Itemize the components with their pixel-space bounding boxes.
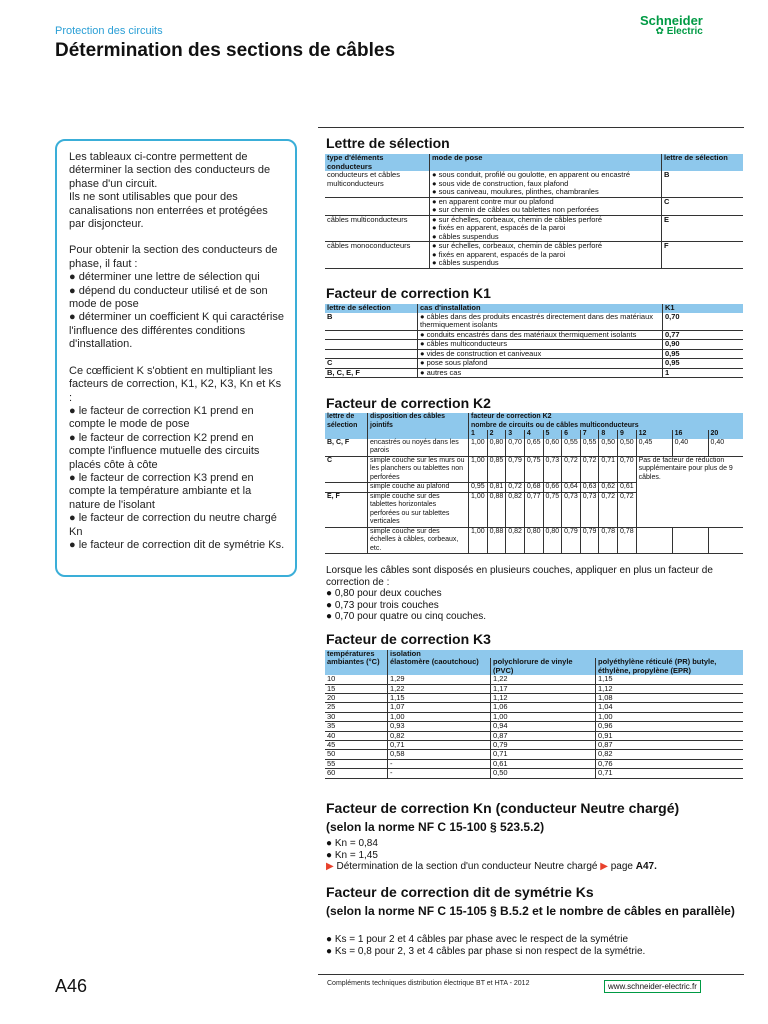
list-item: ● Kn = 0,84 bbox=[326, 838, 378, 849]
brand-subname: ✿ Electric bbox=[655, 26, 703, 37]
list-item: ● 0,70 pour quatre ou cinq couches. bbox=[326, 611, 487, 622]
kn-list bbox=[326, 838, 744, 873]
list-item: ● Ks = 0,8 pour 2, 3 et 4 câbles par phase si non respect de la symétrie. bbox=[326, 945, 646, 957]
footer-text: Compléments techniques distribution électrique BT et HTA - 2012 bbox=[327, 980, 530, 987]
k1-head-cas: cas d'installation bbox=[418, 304, 663, 313]
sidebar-bullet: ● le facteur de correction K2 prend en compte l'influence mutuelle des circuits placés côte à côte bbox=[69, 431, 260, 471]
kn-ref-link[interactable]: ▶ Détermination de la section d'un conducteur Neutre chargé ▶ page A47. bbox=[326, 861, 657, 872]
arrow-right-icon: ▶ bbox=[600, 861, 608, 872]
k1-head-letter: lettre de sélection bbox=[325, 304, 418, 313]
k3-title: Facteur de correction K3 bbox=[326, 631, 491, 647]
k3-head-col: polyéthylène réticulé (PR) butyle, éthylène, propylène (EPR) bbox=[596, 658, 744, 675]
ks-list bbox=[326, 934, 744, 957]
table-row: 55 - 0,61 0,76 bbox=[325, 759, 743, 768]
table-row: B, C, F encastrés ou noyés dans les parois 1,00 0,80 0,70 0,65 0,60 0,55 0,55 0,50 0,50 0,45 0,40 0,40 bbox=[325, 439, 743, 457]
sidebar-box bbox=[55, 139, 297, 577]
table-row: câbles multiconducteurs ● sur échelles, corbeaux, chemin de câbles perforé ● fixés en apparent, espacés de la paroi ● câbles suspendus E bbox=[325, 215, 743, 242]
table-row: simple couche au plafond 0,95 0,81 0,72 0,68 0,66 0,64 0,63 0,62 0,61 bbox=[325, 483, 743, 493]
k2-after-lead: Lorsque les câbles sont disposés en plusieurs couches, appliquer en plus un facteur de correction de : bbox=[326, 565, 713, 588]
lettre-title: Lettre de sélection bbox=[326, 135, 450, 151]
lettre-head-letter: lettre de sélection bbox=[662, 154, 744, 171]
sidebar-bullet: ● le facteur de correction K3 prend en compte la température ambiante et la nature de l'isolant bbox=[69, 471, 254, 511]
sidebar-bullet: ● le facteur de correction dit de symétrie Ks. bbox=[69, 538, 285, 551]
table-row: 20 1,15 1,12 1,08 bbox=[325, 694, 743, 703]
k2-head-disp: disposition des câbles jointifs bbox=[368, 413, 469, 439]
sidebar-intro2: Ils ne sont utilisables que pour des canalisations non enterrées et protégées par disjoncteur. bbox=[69, 191, 268, 231]
sidebar-bullet: ● dépend du conducteur utilisé et de son mode de pose bbox=[69, 284, 268, 311]
k2-title: Facteur de correction K2 bbox=[326, 395, 491, 411]
sidebar-bullet: ● le facteur de correction K1 prend en compte le mode de pose bbox=[69, 404, 254, 431]
table-row: C simple couche sur les murs ou les planchers ou tablettes non perforées 1,00 0,85 0,79 0,75 0,73 0,72 0,72 0,71 0,70 Pas de facteur de réduction supplémentaire pour plus de 9 câbles. bbox=[325, 456, 743, 483]
k3-head-temp: températures ambiantes (°C) bbox=[325, 650, 388, 675]
page-number: A46 bbox=[55, 976, 88, 996]
table-row: 15 1,22 1,17 1,12 bbox=[325, 684, 743, 693]
footer-url-link[interactable]: www.schneider-electric.fr bbox=[604, 980, 701, 993]
k3-head-col: élastomère (caoutchouc) bbox=[388, 658, 491, 675]
kn-title: Facteur de correction Kn (conducteur Neutre chargé) bbox=[326, 800, 680, 816]
list-item: ● 0,80 pour deux couches bbox=[326, 588, 442, 599]
page-title: Détermination des sections de câbles bbox=[55, 40, 396, 61]
table-row: conducteurs et câbles multiconducteurs ● sous conduit, profilé ou goulotte, en apparent ou encastré ● sous vide de construction, faux plafond ● sous caniveau, moulures, plinthes, chambranles B bbox=[325, 171, 743, 197]
table-row: 50 0,58 0,71 0,82 bbox=[325, 750, 743, 759]
table-row: 45 0,71 0,79 0,87 bbox=[325, 741, 743, 750]
list-item: ● Kn = 1,45 bbox=[326, 849, 378, 861]
sidebar-bullet: ● déterminer un coefficient K qui caractérise l'influence des différentes conditions d'installation. bbox=[69, 311, 284, 351]
k2-head-fac: facteur de correction K2 nombre de circuits ou de câbles multiconducteurs bbox=[469, 413, 744, 430]
lettre-head-type: type d'éléments conducteurs bbox=[325, 154, 430, 171]
brand-mark-icon: ✿ bbox=[655, 26, 664, 37]
sidebar-lead: Pour obtenir la section des conducteurs de phase, il faut : bbox=[69, 244, 278, 270]
sidebar-bullet: ● déterminer une lettre de sélection qui bbox=[69, 271, 260, 284]
arrow-right-icon: ▶ bbox=[326, 861, 334, 872]
k2-note: Pas de facteur de réduction supplémentaire pour plus de 9 câbles. bbox=[636, 456, 743, 527]
ks-title: Facteur de correction dit de symétrie Ks bbox=[326, 884, 594, 900]
brand-logo bbox=[640, 14, 703, 37]
table-row: B ● câbles dans des produits encastrés directement dans des matériaux thermiquement isolants 0,70 bbox=[325, 313, 743, 331]
list-item: ● Ks = 1 pour 2 et 4 câbles par phase avec le respect de la symétrie bbox=[326, 934, 629, 945]
table-row: ● en apparent contre mur ou plafond ● sur chemin de câbles ou tablettes non perforées C bbox=[325, 197, 743, 215]
sidebar-intro: Les tableaux ci-contre permettent de déterminer la section des conducteurs de phase d'un circuit. bbox=[69, 151, 271, 190]
table-row: câbles monoconducteurs ● sur échelles, corbeaux, chemin de câbles perforé ● fixés en apparent, espacés de la paroi ● câbles suspendus F bbox=[325, 242, 743, 269]
lettre-head-mode: mode de pose bbox=[430, 154, 662, 171]
k1-title: Facteur de correction K1 bbox=[326, 285, 491, 301]
list-item: ● 0,73 pour trois couches bbox=[326, 599, 439, 611]
ks-subtitle: (selon la norme NF C 15-105 § B.5.2 et le nombre de câbles en parallèle) bbox=[326, 904, 735, 918]
table-row: 40 0,82 0,87 0,91 bbox=[325, 731, 743, 740]
sidebar-lead: Ce cœfficient K s'obtient en multipliant les facteurs de correction, K1, K2, K3, Kn et Ks : bbox=[69, 364, 282, 404]
table-row: 60 - 0,50 0,71 bbox=[325, 769, 743, 778]
table-row: 10 1,29 1,22 1,15 bbox=[325, 675, 743, 684]
brand-name: Schneider bbox=[640, 13, 703, 28]
k1-table bbox=[325, 304, 743, 378]
k3-head-col: polychlorure de vinyle (PVC) bbox=[491, 658, 596, 675]
k2-table: lettre de sélection disposition des câbles jointifs facteur de correction K2 nombre de circuits ou de câbles multiconducteurs 1 2 3 4 5 6 7 8 9 12 16 20 B, C, F encastrés ou noyés dans les parois 1,00 0,80 0,70 0,65 0,60 0,55 0,55 0,50 0,50 0,45 0,40 0,40 C simple couche sur les murs ou les planchers ou tablettes non perforées 1,00 0,85 0,79 0,75 0,73 0,72 0,72 0,71 0,70 Pas de facteur de réduction supplémentaire pour plus de 9 câbles. simple couche au plafond 0,95 0,81 0,72 0,68 0,66 0,64 0,63 0,62 0,61 E, F simple couche sur des tablettes horizontales perforées ou sur tablettes verticales 1,00 0,88 0,82 0,77 0,75 0,73 0,73 0,72 0,72 simple couche sur des échelles à câbles, corbeaux, etc. 1,00 0,88 0,82 0,80 0,80 0,79 0,79 0,78 0,78 bbox=[325, 413, 743, 554]
sidebar-bullet: ● le facteur de correction du neutre chargé Kn bbox=[69, 512, 277, 538]
table-row: 35 0,93 0,94 0,96 bbox=[325, 722, 743, 731]
table-row: C ● pose sous plafond 0,95 bbox=[325, 359, 743, 369]
table-row: simple couche sur des échelles à câbles, corbeaux, etc. 1,00 0,88 0,82 0,80 0,80 0,79 0,79 0,78 0,78 bbox=[325, 527, 743, 554]
table-row: ● conduits encastrés dans des matériaux thermiquement isolants 0,77 bbox=[325, 330, 743, 340]
table-row: 30 1,00 1,00 1,00 bbox=[325, 712, 743, 721]
table-row: ● vides de construction et caniveaux 0,95 bbox=[325, 349, 743, 359]
table-row: ● câbles multiconducteurs 0,90 bbox=[325, 340, 743, 350]
lettre-table bbox=[325, 154, 743, 269]
k3-table bbox=[325, 650, 743, 779]
kn-subtitle: (selon la norme NF C 15-100 § 523.5.2) bbox=[326, 820, 545, 834]
k2-after bbox=[326, 565, 744, 623]
footer-divider bbox=[318, 974, 744, 975]
k2-head-letter: lettre de sélection bbox=[325, 413, 368, 439]
table-row: E, F simple couche sur des tablettes horizontales perforées ou sur tablettes verticales 1,00 0,88 0,82 0,77 0,75 0,73 0,73 0,72 0,72 bbox=[325, 492, 743, 527]
k1-head-k: K1 bbox=[663, 304, 744, 313]
table-row: 25 1,07 1,06 1,04 bbox=[325, 703, 743, 712]
k3-head-iso: isolation bbox=[388, 650, 744, 658]
section-kicker: Protection des circuits bbox=[55, 25, 163, 37]
top-divider bbox=[318, 127, 744, 128]
table-row: B, C, E, F ● autres cas 1 bbox=[325, 368, 743, 378]
